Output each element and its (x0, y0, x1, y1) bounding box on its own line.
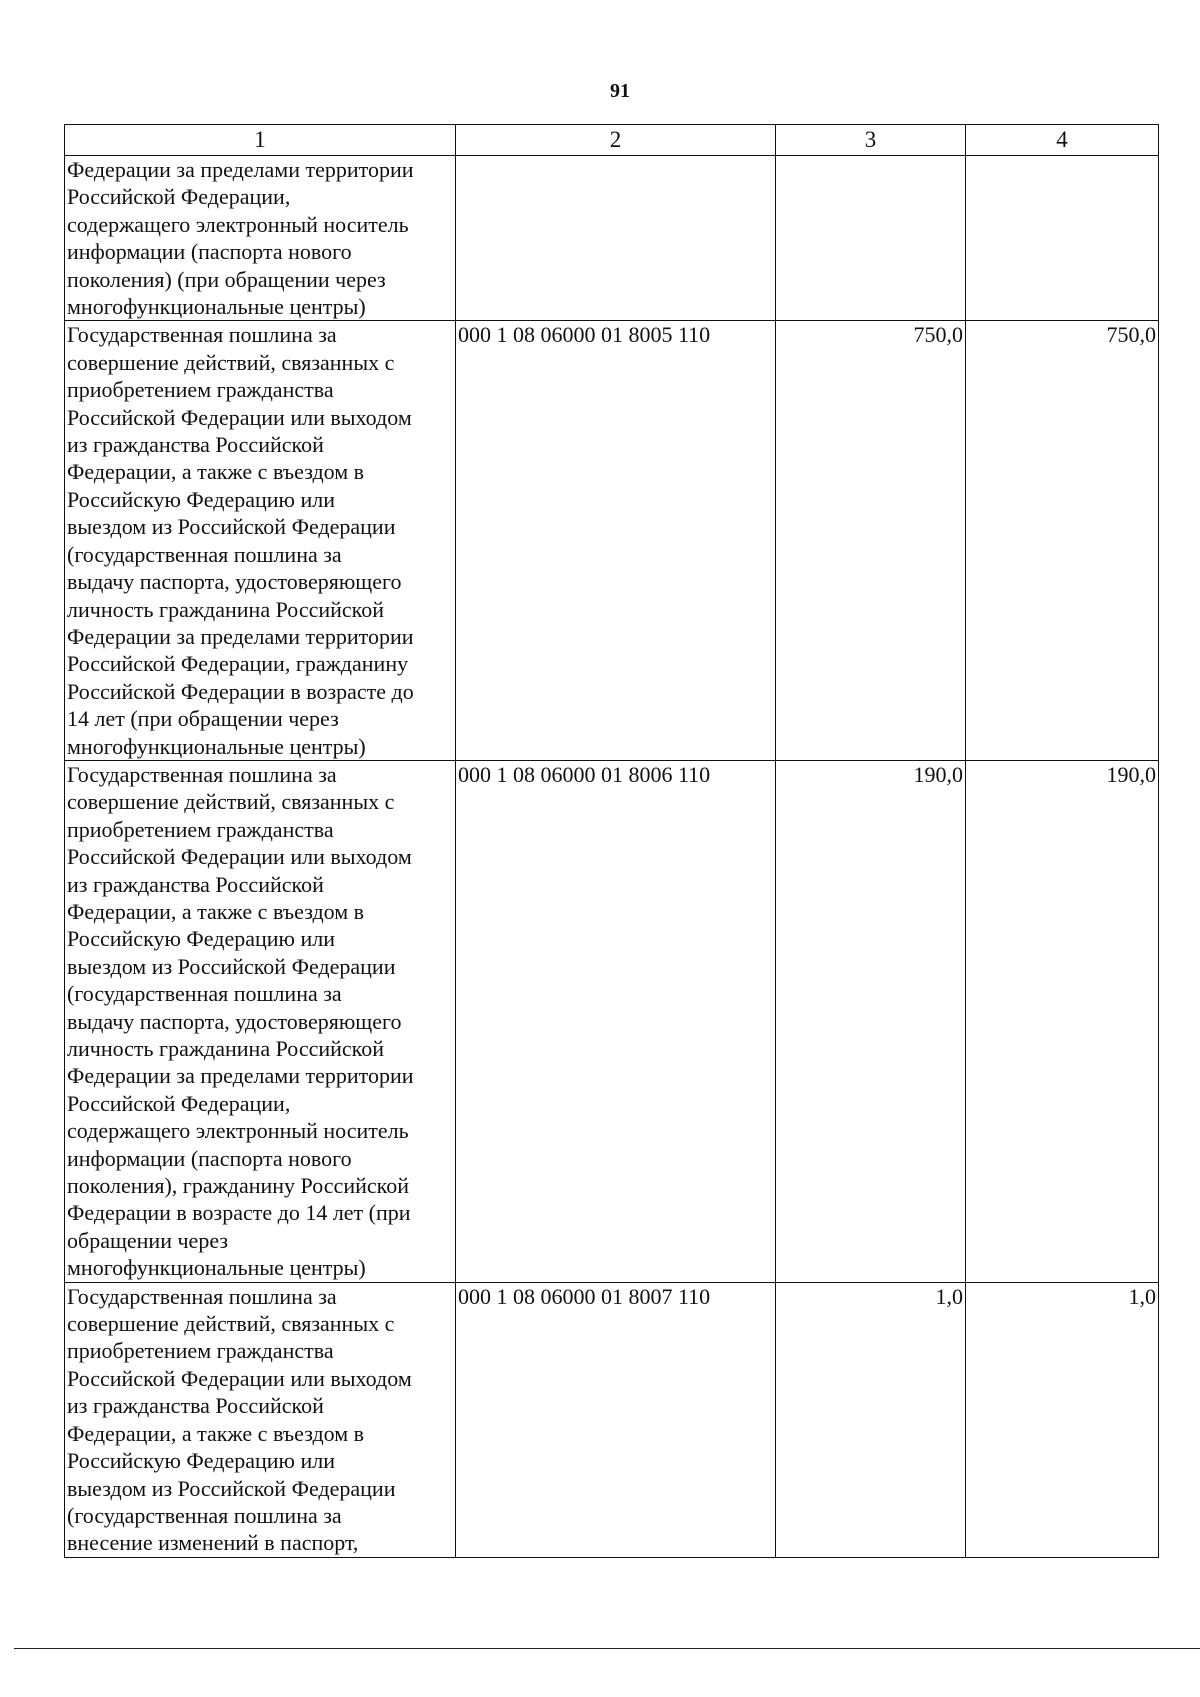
row-code: 000 1 08 06000 01 8006 110 (456, 760, 776, 1282)
table-header-row (65, 125, 1159, 156)
column-header-1: 1 (65, 125, 456, 156)
table-row (65, 1282, 1159, 1557)
row-description: Государственная пошлина за совершение действий, связанных с приобретением гражданства Российской Федерации или выходом из гражданства Российской Федерации, а также с въездом в Российскую Федерацию или выездом из Российской Федерации (государственная пошлина за выдачу паспорта, удостоверяющего личность гражданина Российской Федерации за пределами территории Российской Федерации, содержащего электронный носитель информации (паспорта нового поколения), гражданину Российской Федерации в возрасте до 14 лет (при обращении через многофункциональные центры) (65, 760, 456, 1282)
row-description: Федерации за пределами территории Российской Федерации, содержащего электронный носитель информации (паспорта нового поколения) (при обращении через многофункциональные центры) (65, 156, 456, 321)
row-value-col4: 750,0 (966, 321, 1159, 761)
footer-divider (14, 1648, 1200, 1649)
table-row (65, 156, 1159, 321)
table-row (65, 760, 1159, 1282)
row-value-col4: 190,0 (966, 760, 1159, 1282)
column-header-2: 2 (456, 125, 776, 156)
page-number: 91 (610, 80, 630, 102)
column-header-4: 4 (966, 125, 1159, 156)
row-description: Государственная пошлина за совершение действий, связанных с приобретением гражданства Российской Федерации или выходом из гражданства Российской Федерации, а также с въездом в Российскую Федерацию или выездом из Российской Федерации (государственная пошлина за выдачу паспорта, удостоверяющего личность гражданина Российской Федерации за пределами территории Российской Федерации, гражданину Российской Федерации в возрасте до 14 лет (при обращении через многофункциональные центры) (65, 321, 456, 761)
row-code: 000 1 08 06000 01 8005 110 (456, 321, 776, 761)
row-value-col4 (966, 156, 1159, 321)
row-code: 000 1 08 06000 01 8007 110 (456, 1282, 776, 1557)
row-value-col3 (776, 156, 966, 321)
row-value-col3: 750,0 (776, 321, 966, 761)
budget-table (64, 124, 1159, 1558)
row-description: Государственная пошлина за совершение действий, связанных с приобретением гражданства Российской Федерации или выходом из гражданства Российской Федерации, а также с въездом в Российскую Федерацию или выездом из Российской Федерации (государственная пошлина за внесение изменений в паспорт, (65, 1282, 456, 1557)
row-code (456, 156, 776, 321)
row-value-col4: 1,0 (966, 1282, 1159, 1557)
column-header-3: 3 (776, 125, 966, 156)
row-value-col3: 1,0 (776, 1282, 966, 1557)
row-value-col3: 190,0 (776, 760, 966, 1282)
table-row (65, 321, 1159, 761)
